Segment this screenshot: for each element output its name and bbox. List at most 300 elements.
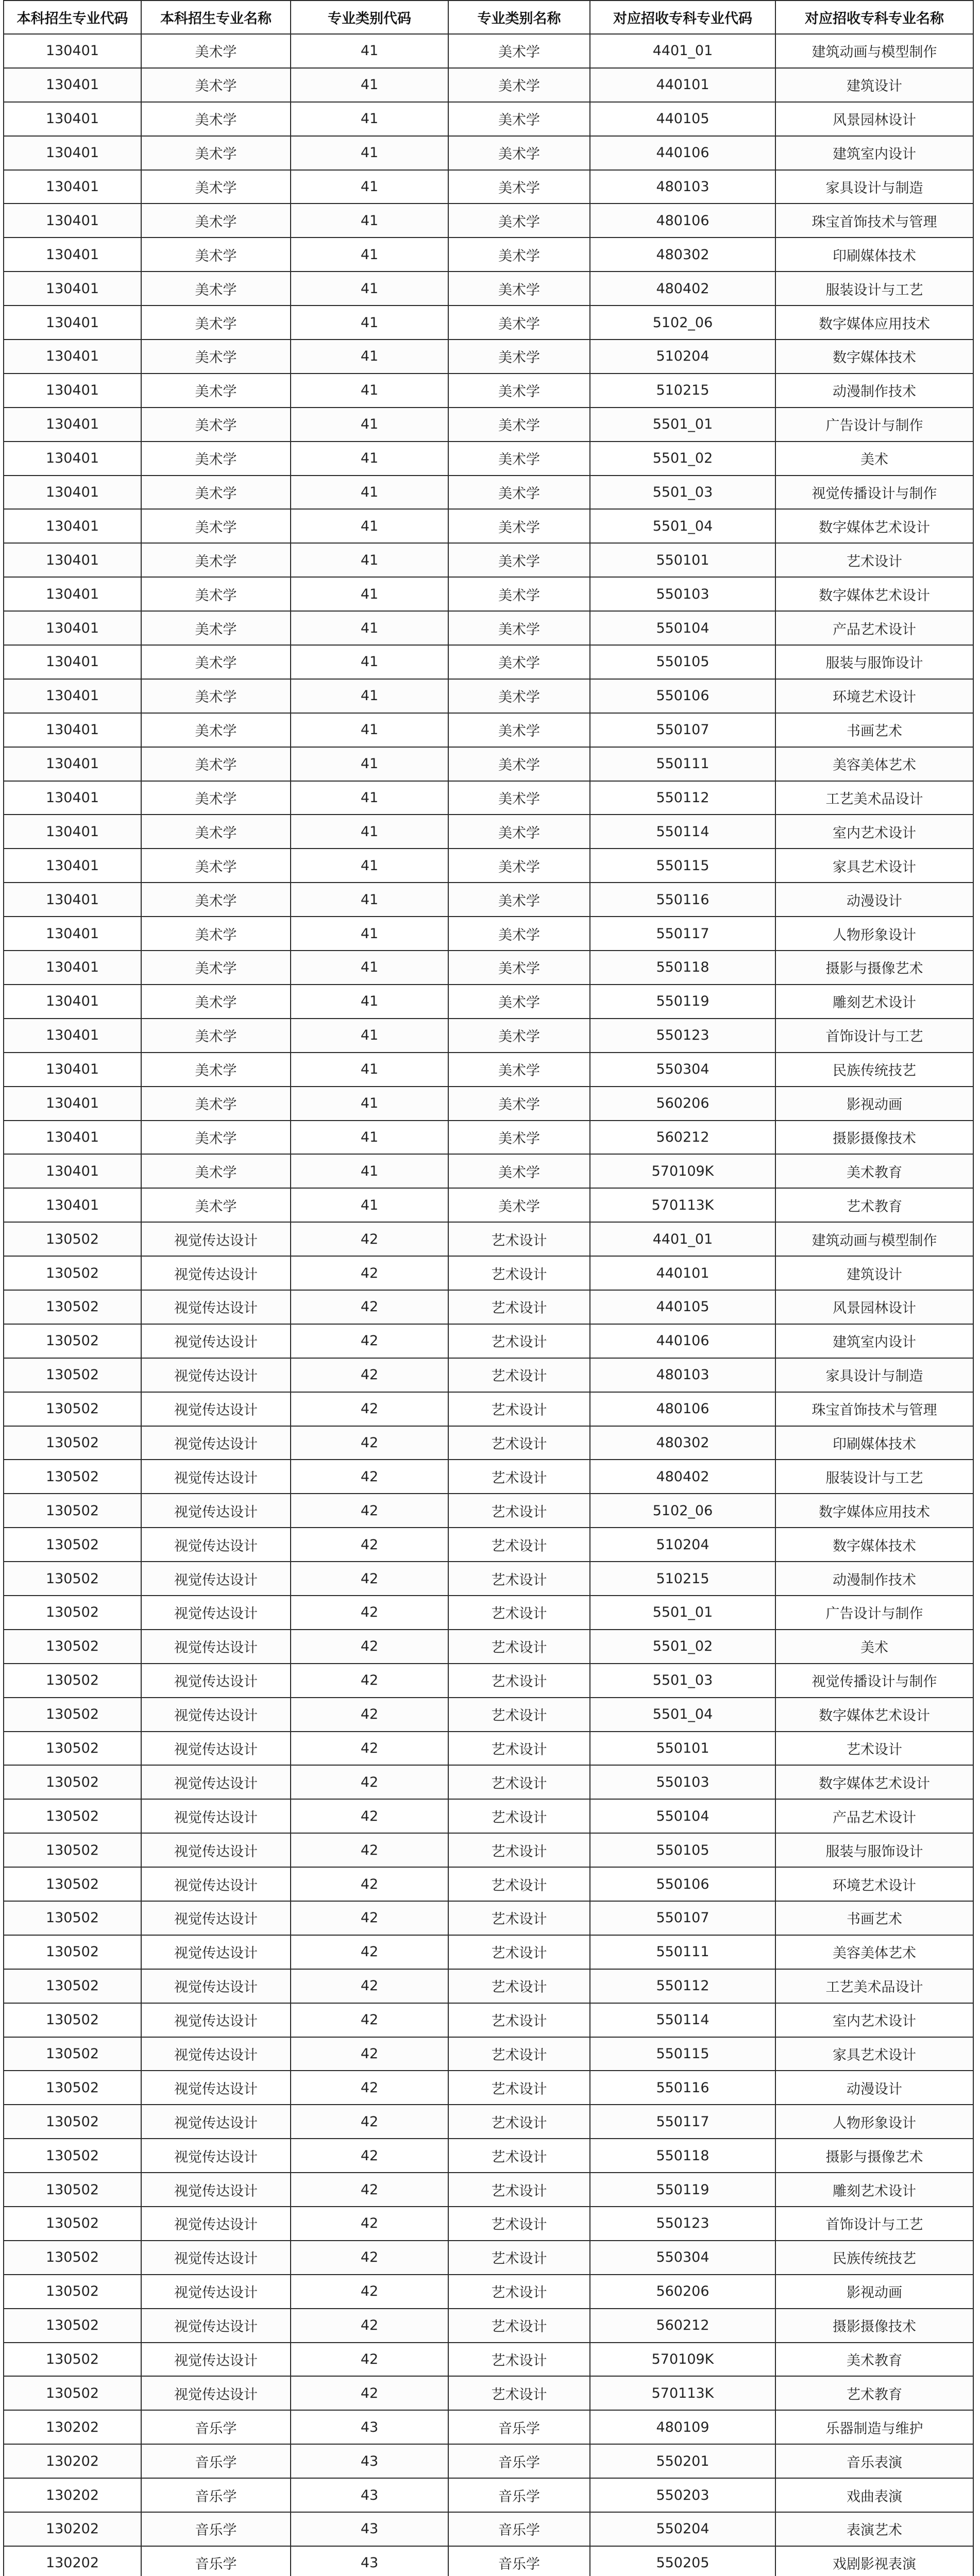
undergrad-code-cell: 130202	[4, 2512, 141, 2546]
undergrad-name-cell: 美术学	[141, 1121, 291, 1155]
college-code-cell: 550116	[590, 2071, 775, 2105]
table-row	[4, 442, 973, 476]
table-row	[4, 306, 973, 340]
college-code-cell: 550118	[590, 2139, 775, 2173]
college-name-cell: 数字媒体艺术设计	[775, 1698, 973, 1732]
category-name-cell: 艺术设计	[448, 1969, 590, 2003]
category-code-cell: 41	[291, 476, 448, 510]
undergrad-name-cell: 美术学	[141, 849, 291, 883]
col-category-code-header: 专业类别代码	[291, 1, 448, 34]
category-code-cell: 41	[291, 747, 448, 781]
college-name-cell: 民族传统技艺	[775, 2241, 973, 2275]
undergrad-code-cell: 130401	[4, 747, 141, 781]
college-name-cell: 美术	[775, 1630, 973, 1664]
college-code-cell: 440101	[590, 1256, 775, 1290]
undergrad-code-cell: 130401	[4, 815, 141, 849]
college-code-cell: 550205	[590, 2546, 775, 2576]
undergrad-name-cell: 美术学	[141, 306, 291, 340]
undergrad-name-cell: 美术学	[141, 374, 291, 408]
undergrad-name-cell: 美术学	[141, 1188, 291, 1222]
col-college-code-header: 对应招收专科专业代码	[590, 1, 775, 34]
undergrad-name-cell: 视觉传达设计	[141, 1630, 291, 1664]
category-name-cell: 美术学	[448, 1053, 590, 1087]
category-name-cell: 艺术设计	[448, 1528, 590, 1562]
undergrad-code-cell: 130502	[4, 2173, 141, 2207]
college-name-cell: 数字媒体艺术设计	[775, 1765, 973, 1799]
college-name-cell: 工艺美术品设计	[775, 1969, 973, 2003]
undergrad-code-cell: 130502	[4, 2071, 141, 2105]
category-name-cell: 艺术设计	[448, 2207, 590, 2241]
table-row	[4, 815, 973, 849]
college-code-cell: 440105	[590, 102, 775, 136]
college-code-cell: 480402	[590, 272, 775, 306]
undergrad-name-cell: 美术学	[141, 509, 291, 543]
undergrad-code-cell: 130502	[4, 1494, 141, 1528]
category-code-cell: 42	[291, 1901, 448, 1935]
undergrad-name-cell: 视觉传达设计	[141, 1494, 291, 1528]
category-name-cell: 艺术设计	[448, 1732, 590, 1766]
category-code-cell: 42	[291, 1867, 448, 1901]
table-row	[4, 2071, 973, 2105]
category-code-cell: 42	[291, 1765, 448, 1799]
table-row	[4, 951, 973, 985]
category-code-cell: 41	[291, 543, 448, 577]
table-row	[4, 2105, 973, 2139]
table-row	[4, 645, 973, 679]
college-code-cell: 550101	[590, 543, 775, 577]
college-code-cell: 550112	[590, 781, 775, 815]
undergrad-code-cell: 130502	[4, 1596, 141, 1630]
college-name-cell: 家具设计与制造	[775, 170, 973, 204]
table-body	[4, 34, 973, 2576]
undergrad-name-cell: 视觉传达设计	[141, 1358, 291, 1392]
category-code-cell: 41	[291, 849, 448, 883]
undergrad-code-cell: 130502	[4, 2037, 141, 2071]
category-name-cell: 美术学	[448, 204, 590, 238]
undergrad-code-cell: 130502	[4, 2105, 141, 2139]
college-name-cell: 数字媒体艺术设计	[775, 577, 973, 611]
undergrad-code-cell: 130401	[4, 408, 141, 442]
undergrad-code-cell: 130502	[4, 1732, 141, 1766]
undergrad-name-cell: 美术学	[141, 747, 291, 781]
college-name-cell: 建筑动画与模型制作	[775, 34, 973, 68]
category-name-cell: 艺术设计	[448, 2275, 590, 2309]
college-name-cell: 环境艺术设计	[775, 679, 973, 713]
category-name-cell: 美术学	[448, 340, 590, 374]
category-name-cell: 美术学	[448, 917, 590, 951]
table-row	[4, 1901, 973, 1935]
college-name-cell: 戏剧影视表演	[775, 2546, 973, 2576]
undergrad-name-cell: 视觉传达设计	[141, 2105, 291, 2139]
table-row	[4, 2275, 973, 2309]
undergrad-name-cell: 视觉传达设计	[141, 1664, 291, 1698]
undergrad-code-cell: 130502	[4, 2207, 141, 2241]
undergrad-code-cell: 130401	[4, 204, 141, 238]
category-name-cell: 美术学	[448, 645, 590, 679]
category-name-cell: 艺术设计	[448, 1290, 590, 1324]
category-code-cell: 41	[291, 509, 448, 543]
category-code-cell: 42	[291, 2309, 448, 2343]
category-code-cell: 41	[291, 1154, 448, 1188]
undergrad-name-cell: 美术学	[141, 136, 291, 170]
undergrad-name-cell: 美术学	[141, 34, 291, 68]
college-name-cell: 艺术设计	[775, 1732, 973, 1766]
category-name-cell: 美术学	[448, 781, 590, 815]
college-name-cell: 家具艺术设计	[775, 2037, 973, 2071]
category-name-cell: 美术学	[448, 1121, 590, 1155]
college-name-cell: 动漫制作技术	[775, 1562, 973, 1596]
college-code-cell: 480302	[590, 238, 775, 272]
category-name-cell: 艺术设计	[448, 1426, 590, 1460]
college-name-cell: 影视动画	[775, 1087, 973, 1121]
undergrad-code-cell: 130502	[4, 1562, 141, 1596]
college-code-cell: 550111	[590, 1935, 775, 1969]
table-row	[4, 1833, 973, 1867]
table-row	[4, 611, 973, 645]
undergrad-code-cell: 130502	[4, 1426, 141, 1460]
college-name-cell: 广告设计与制作	[775, 1596, 973, 1630]
category-code-cell: 42	[291, 2241, 448, 2275]
undergrad-code-cell: 130401	[4, 442, 141, 476]
category-code-cell: 42	[291, 1799, 448, 1833]
college-name-cell: 美术教育	[775, 1154, 973, 1188]
college-code-cell: 550107	[590, 713, 775, 747]
category-code-cell: 41	[291, 951, 448, 985]
undergrad-name-cell: 视觉传达设计	[141, 1596, 291, 1630]
table-row	[4, 1358, 973, 1392]
college-code-cell: 570109K	[590, 1154, 775, 1188]
category-name-cell: 美术学	[448, 306, 590, 340]
table-row	[4, 1426, 973, 1460]
college-code-cell: 5102_06	[590, 306, 775, 340]
col-undergrad-name-header: 本科招生专业名称	[141, 1, 291, 34]
college-name-cell: 建筑动画与模型制作	[775, 1222, 973, 1256]
undergrad-name-cell: 视觉传达设计	[141, 1833, 291, 1867]
undergrad-code-cell: 130502	[4, 1630, 141, 1664]
college-code-cell: 560206	[590, 1087, 775, 1121]
category-name-cell: 美术学	[448, 1188, 590, 1222]
category-code-cell: 42	[291, 1460, 448, 1494]
table-row	[4, 340, 973, 374]
college-name-cell: 家具艺术设计	[775, 849, 973, 883]
undergrad-code-cell: 130401	[4, 985, 141, 1019]
college-code-cell: 4401_01	[590, 34, 775, 68]
undergrad-name-cell: 美术学	[141, 102, 291, 136]
college-name-cell: 服装设计与工艺	[775, 272, 973, 306]
college-code-cell: 440101	[590, 68, 775, 102]
undergrad-code-cell: 130401	[4, 883, 141, 917]
college-code-cell: 510215	[590, 374, 775, 408]
table-row	[4, 1935, 973, 1969]
undergrad-name-cell: 美术学	[141, 238, 291, 272]
undergrad-name-cell: 美术学	[141, 781, 291, 815]
table-row	[4, 2343, 973, 2377]
college-name-cell: 首饰设计与工艺	[775, 2207, 973, 2241]
college-code-cell: 550123	[590, 1019, 775, 1053]
category-code-cell: 42	[291, 2139, 448, 2173]
college-name-cell: 数字媒体应用技术	[775, 1494, 973, 1528]
college-name-cell: 摄影摄像技术	[775, 2309, 973, 2343]
undergrad-name-cell: 视觉传达设计	[141, 2037, 291, 2071]
category-name-cell: 美术学	[448, 170, 590, 204]
undergrad-name-cell: 视觉传达设计	[141, 1969, 291, 2003]
category-name-cell: 美术学	[448, 849, 590, 883]
category-code-cell: 42	[291, 2275, 448, 2309]
category-name-cell: 艺术设计	[448, 1935, 590, 1969]
undergrad-name-cell: 美术学	[141, 204, 291, 238]
undergrad-name-cell: 美术学	[141, 476, 291, 510]
college-code-cell: 4401_01	[590, 1222, 775, 1256]
college-code-cell: 550201	[590, 2444, 775, 2478]
category-code-cell: 42	[291, 1256, 448, 1290]
undergrad-name-cell: 视觉传达设计	[141, 2139, 291, 2173]
category-code-cell: 41	[291, 136, 448, 170]
undergrad-code-cell: 130502	[4, 1358, 141, 1392]
college-code-cell: 5102_06	[590, 1494, 775, 1528]
college-code-cell: 550118	[590, 951, 775, 985]
undergrad-code-cell: 130401	[4, 306, 141, 340]
table-row	[4, 2546, 973, 2576]
undergrad-code-cell: 130401	[4, 34, 141, 68]
category-code-cell: 41	[291, 577, 448, 611]
college-name-cell: 数字媒体技术	[775, 340, 973, 374]
college-code-cell: 480402	[590, 1460, 775, 1494]
table-row	[4, 68, 973, 102]
undergrad-code-cell: 130502	[4, 1799, 141, 1833]
college-name-cell: 美术教育	[775, 2343, 973, 2377]
college-code-cell: 550119	[590, 2173, 775, 2207]
undergrad-code-cell: 130401	[4, 68, 141, 102]
undergrad-code-cell: 130401	[4, 1019, 141, 1053]
college-name-cell: 音乐表演	[775, 2444, 973, 2478]
undergrad-code-cell: 130502	[4, 2376, 141, 2410]
category-name-cell: 艺术设计	[448, 1630, 590, 1664]
table-row	[4, 1562, 973, 1596]
table-row	[4, 1121, 973, 1155]
college-name-cell: 动漫设计	[775, 883, 973, 917]
college-name-cell: 视觉传播设计与制作	[775, 1664, 973, 1698]
undergrad-code-cell: 130502	[4, 1935, 141, 1969]
undergrad-code-cell: 130401	[4, 238, 141, 272]
category-name-cell: 美术学	[448, 985, 590, 1019]
table-row	[4, 374, 973, 408]
undergrad-code-cell: 130401	[4, 476, 141, 510]
table-row	[4, 2173, 973, 2207]
undergrad-name-cell: 美术学	[141, 645, 291, 679]
undergrad-code-cell: 130401	[4, 1154, 141, 1188]
category-name-cell: 艺术设计	[448, 2071, 590, 2105]
table-row	[4, 1053, 973, 1087]
undergrad-name-cell: 美术学	[141, 1154, 291, 1188]
undergrad-code-cell: 130401	[4, 951, 141, 985]
table-row	[4, 2512, 973, 2546]
undergrad-name-cell: 美术学	[141, 951, 291, 985]
college-code-cell: 480103	[590, 170, 775, 204]
table-row	[4, 34, 973, 68]
college-name-cell: 戏曲表演	[775, 2478, 973, 2512]
college-name-cell: 室内艺术设计	[775, 815, 973, 849]
college-name-cell: 人物形象设计	[775, 2105, 973, 2139]
category-code-cell: 42	[291, 2071, 448, 2105]
undergrad-name-cell: 视觉传达设计	[141, 1799, 291, 1833]
undergrad-code-cell: 130401	[4, 374, 141, 408]
col-category-name-header: 专业类别名称	[448, 1, 590, 34]
table-row	[4, 136, 973, 170]
undergrad-name-cell: 视觉传达设计	[141, 1732, 291, 1766]
undergrad-name-cell: 美术学	[141, 611, 291, 645]
college-code-cell: 5501_02	[590, 1630, 775, 1664]
category-name-cell: 美术学	[448, 883, 590, 917]
college-name-cell: 风景园林设计	[775, 102, 973, 136]
category-code-cell: 43	[291, 2546, 448, 2576]
undergrad-code-cell: 130502	[4, 2309, 141, 2343]
undergrad-name-cell: 音乐学	[141, 2546, 291, 2576]
table-row	[4, 2241, 973, 2275]
category-code-cell: 42	[291, 2343, 448, 2377]
category-code-cell: 42	[291, 2376, 448, 2410]
category-name-cell: 艺术设计	[448, 1596, 590, 1630]
category-name-cell: 艺术设计	[448, 1222, 590, 1256]
category-code-cell: 41	[291, 713, 448, 747]
undergrad-name-cell: 视觉传达设计	[141, 2207, 291, 2241]
undergrad-name-cell: 视觉传达设计	[141, 2071, 291, 2105]
college-code-cell: 5501_04	[590, 509, 775, 543]
college-code-cell: 5501_03	[590, 476, 775, 510]
category-name-cell: 艺术设计	[448, 2241, 590, 2275]
college-code-cell: 440106	[590, 136, 775, 170]
category-name-cell: 音乐学	[448, 2512, 590, 2546]
table-row	[4, 1630, 973, 1664]
college-code-cell: 550103	[590, 577, 775, 611]
undergrad-code-cell: 130502	[4, 1290, 141, 1324]
undergrad-code-cell: 130401	[4, 781, 141, 815]
category-code-cell: 42	[291, 1732, 448, 1766]
college-name-cell: 美容美体艺术	[775, 1935, 973, 1969]
college-name-cell: 书画艺术	[775, 713, 973, 747]
college-name-cell: 美术	[775, 442, 973, 476]
undergrad-name-cell: 视觉传达设计	[141, 2173, 291, 2207]
category-code-cell: 41	[291, 1087, 448, 1121]
major-mapping-table	[3, 0, 974, 2576]
college-code-cell: 550116	[590, 883, 775, 917]
table-row	[4, 2003, 973, 2037]
undergrad-code-cell: 130502	[4, 2003, 141, 2037]
category-code-cell: 42	[291, 2003, 448, 2037]
undergrad-code-cell: 130502	[4, 1460, 141, 1494]
category-name-cell: 音乐学	[448, 2444, 590, 2478]
undergrad-name-cell: 视觉传达设计	[141, 2241, 291, 2275]
table-row	[4, 204, 973, 238]
undergrad-code-cell: 130202	[4, 2444, 141, 2478]
undergrad-code-cell: 130202	[4, 2410, 141, 2444]
college-name-cell: 服装设计与工艺	[775, 1460, 973, 1494]
college-name-cell: 摄影与摄像艺术	[775, 951, 973, 985]
category-code-cell: 41	[291, 917, 448, 951]
category-name-cell: 艺术设计	[448, 1698, 590, 1732]
undergrad-name-cell: 美术学	[141, 170, 291, 204]
table-row	[4, 883, 973, 917]
category-code-cell: 41	[291, 645, 448, 679]
table-row	[4, 1188, 973, 1222]
category-code-cell: 41	[291, 1121, 448, 1155]
undergrad-name-cell: 视觉传达设计	[141, 1901, 291, 1935]
college-name-cell: 艺术设计	[775, 543, 973, 577]
category-code-cell: 41	[291, 238, 448, 272]
undergrad-code-cell: 130502	[4, 2241, 141, 2275]
category-name-cell: 美术学	[448, 374, 590, 408]
category-name-cell: 音乐学	[448, 2478, 590, 2512]
category-name-cell: 艺术设计	[448, 2309, 590, 2343]
undergrad-code-cell: 130502	[4, 1392, 141, 1426]
category-name-cell: 美术学	[448, 713, 590, 747]
undergrad-name-cell: 美术学	[141, 1019, 291, 1053]
table-row	[4, 1087, 973, 1121]
college-code-cell: 550119	[590, 985, 775, 1019]
category-code-cell: 42	[291, 1969, 448, 2003]
college-name-cell: 乐器制造与维护	[775, 2410, 973, 2444]
category-code-cell: 42	[291, 1222, 448, 1256]
college-name-cell: 雕刻艺术设计	[775, 985, 973, 1019]
category-code-cell: 41	[291, 34, 448, 68]
category-name-cell: 音乐学	[448, 2410, 590, 2444]
college-code-cell: 5501_04	[590, 1698, 775, 1732]
category-code-cell: 41	[291, 170, 448, 204]
undergrad-name-cell: 视觉传达设计	[141, 1324, 291, 1358]
category-code-cell: 41	[291, 815, 448, 849]
college-code-cell: 570113K	[590, 1188, 775, 1222]
table-row	[4, 1765, 973, 1799]
category-code-cell: 42	[291, 1833, 448, 1867]
college-code-cell: 550114	[590, 815, 775, 849]
category-code-cell: 41	[291, 985, 448, 1019]
college-name-cell: 艺术教育	[775, 1188, 973, 1222]
undergrad-name-cell: 视觉传达设计	[141, 2003, 291, 2037]
category-code-cell: 42	[291, 1358, 448, 1392]
category-code-cell: 41	[291, 781, 448, 815]
category-code-cell: 41	[291, 1188, 448, 1222]
category-code-cell: 41	[291, 1019, 448, 1053]
undergrad-code-cell: 130401	[4, 849, 141, 883]
undergrad-name-cell: 美术学	[141, 408, 291, 442]
undergrad-name-cell: 视觉传达设计	[141, 1460, 291, 1494]
undergrad-code-cell: 130401	[4, 272, 141, 306]
college-code-cell: 550106	[590, 679, 775, 713]
table-row	[4, 713, 973, 747]
table-row	[4, 509, 973, 543]
college-name-cell: 产品艺术设计	[775, 1799, 973, 1833]
category-name-cell: 美术学	[448, 238, 590, 272]
col-undergrad-code-header: 本科招生专业代码	[4, 1, 141, 34]
undergrad-name-cell: 美术学	[141, 272, 291, 306]
category-name-cell: 美术学	[448, 1154, 590, 1188]
category-name-cell: 艺术设计	[448, 2173, 590, 2207]
undergrad-code-cell: 130202	[4, 2478, 141, 2512]
college-code-cell: 5501_03	[590, 1664, 775, 1698]
table-row	[4, 1019, 973, 1053]
undergrad-code-cell: 130401	[4, 917, 141, 951]
college-code-cell: 480302	[590, 1426, 775, 1460]
undergrad-name-cell: 视觉传达设计	[141, 1256, 291, 1290]
category-name-cell: 艺术设计	[448, 1460, 590, 1494]
college-name-cell: 印刷媒体技术	[775, 1426, 973, 1460]
undergrad-code-cell: 130401	[4, 170, 141, 204]
header-row	[4, 1, 973, 34]
category-name-cell: 美术学	[448, 476, 590, 510]
college-name-cell: 家具设计与制造	[775, 1358, 973, 1392]
category-code-cell: 41	[291, 204, 448, 238]
college-name-cell: 摄影与摄像艺术	[775, 2139, 973, 2173]
category-code-cell: 41	[291, 340, 448, 374]
